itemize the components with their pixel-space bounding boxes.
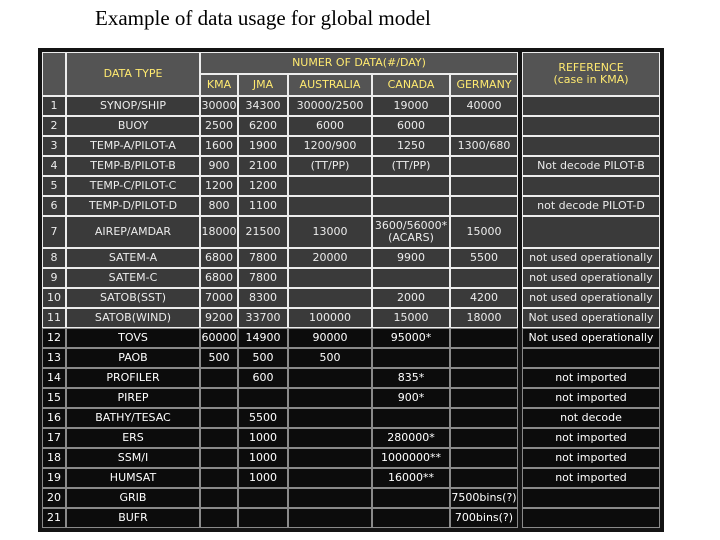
germany-cell [450, 368, 518, 388]
australia-cell [288, 448, 372, 468]
germany-cell [450, 408, 518, 428]
jma-cell [238, 388, 288, 408]
reference-cell: not used operationally [522, 288, 660, 308]
reference-cell [522, 508, 660, 528]
row-number: 16 [42, 408, 66, 428]
germany-cell [450, 196, 518, 216]
data-type-cell: PROFILER [66, 368, 200, 388]
australia-cell: 500 [288, 348, 372, 368]
data-type-cell: PIREP [66, 388, 200, 408]
canada-cell: 1000000** [372, 448, 450, 468]
reference-cell [522, 216, 660, 248]
jma-cell: 1200 [238, 176, 288, 196]
data-type-cell: TEMP-A/PILOT-A [66, 136, 200, 156]
kma-cell: 1200 [200, 176, 238, 196]
reference-cell: not decode PILOT-D [522, 196, 660, 216]
row-number: 2 [42, 116, 66, 136]
kma-cell [200, 448, 238, 468]
reference-cell [522, 96, 660, 116]
germany-cell: 40000 [450, 96, 518, 116]
australia-cell: 90000 [288, 328, 372, 348]
canada-cell: 900* [372, 388, 450, 408]
jma-cell: 7800 [238, 248, 288, 268]
reference-cell [522, 136, 660, 156]
canada-cell [372, 268, 450, 288]
australia-cell [288, 428, 372, 448]
canada-cell: 3600/56000* (ACARS) [372, 216, 450, 248]
australia-cell [288, 176, 372, 196]
header-number-of-data: NUMER OF DATA(#/DAY) [200, 52, 518, 74]
row-number: 9 [42, 268, 66, 288]
kma-cell: 6800 [200, 268, 238, 288]
canada-cell: 19000 [372, 96, 450, 116]
canada-cell: 15000 [372, 308, 450, 328]
reference-cell: not imported [522, 428, 660, 448]
germany-cell: 1300/680 [450, 136, 518, 156]
germany-cell: 18000 [450, 308, 518, 328]
reference-cell: not decode [522, 408, 660, 428]
canada-cell: 6000 [372, 116, 450, 136]
germany-cell [450, 328, 518, 348]
row-number: 21 [42, 508, 66, 528]
header-reference: REFERENCE (case in KMA) [522, 52, 660, 96]
jma-cell: 6200 [238, 116, 288, 136]
jma-cell: 7800 [238, 268, 288, 288]
germany-cell: 5500 [450, 248, 518, 268]
jma-cell: 1100 [238, 196, 288, 216]
canada-cell: 2000 [372, 288, 450, 308]
data-usage-table [38, 48, 664, 532]
reference-cell: Not used operationally [522, 308, 660, 328]
reference-cell: not imported [522, 448, 660, 468]
australia-cell [288, 196, 372, 216]
kma-cell [200, 508, 238, 528]
kma-cell [200, 468, 238, 488]
kma-cell: 1600 [200, 136, 238, 156]
australia-cell [288, 268, 372, 288]
reference-cell [522, 116, 660, 136]
data-type-cell: SATEM-C [66, 268, 200, 288]
jma-cell [238, 508, 288, 528]
page-title: Example of data usage for global model [95, 6, 431, 30]
germany-cell [450, 468, 518, 488]
australia-cell: 6000 [288, 116, 372, 136]
header-canada: CANADA [372, 74, 450, 96]
canada-cell [372, 488, 450, 508]
germany-cell [450, 348, 518, 368]
kma-cell: 7000 [200, 288, 238, 308]
australia-cell [288, 288, 372, 308]
kma-cell [200, 428, 238, 448]
reference-cell: not used operationally [522, 268, 660, 288]
row-number: 18 [42, 448, 66, 468]
data-type-cell: TOVS [66, 328, 200, 348]
germany-cell [450, 116, 518, 136]
australia-cell: (TT/PP) [288, 156, 372, 176]
row-number: 6 [42, 196, 66, 216]
data-type-cell: TEMP-C/PILOT-C [66, 176, 200, 196]
reference-cell [522, 348, 660, 368]
canada-cell: 9900 [372, 248, 450, 268]
canada-cell [372, 176, 450, 196]
jma-cell: 2100 [238, 156, 288, 176]
australia-cell [288, 388, 372, 408]
jma-cell: 21500 [238, 216, 288, 248]
header-germany: GERMANY [450, 74, 518, 96]
row-number: 15 [42, 388, 66, 408]
reference-cell [522, 488, 660, 508]
header-kma: KMA [200, 74, 238, 96]
data-type-cell: BATHY/TESAC [66, 408, 200, 428]
kma-cell [200, 488, 238, 508]
data-type-cell: TEMP-D/PILOT-D [66, 196, 200, 216]
data-type-cell: SYNOP/SHIP [66, 96, 200, 116]
data-type-cell: HUMSAT [66, 468, 200, 488]
germany-cell [450, 388, 518, 408]
reference-cell: Not used operationally [522, 328, 660, 348]
data-type-cell: SATEM-A [66, 248, 200, 268]
jma-cell: 1000 [238, 448, 288, 468]
germany-cell: 4200 [450, 288, 518, 308]
australia-cell: 20000 [288, 248, 372, 268]
jma-cell: 1900 [238, 136, 288, 156]
kma-cell: 2500 [200, 116, 238, 136]
row-number: 4 [42, 156, 66, 176]
jma-cell: 33700 [238, 308, 288, 328]
row-number: 11 [42, 308, 66, 328]
data-type-cell: SATOB(SST) [66, 288, 200, 308]
australia-cell [288, 488, 372, 508]
row-number: 3 [42, 136, 66, 156]
australia-cell: 1200/900 [288, 136, 372, 156]
row-number: 17 [42, 428, 66, 448]
germany-cell [450, 428, 518, 448]
data-type-cell: PAOB [66, 348, 200, 368]
data-type-cell: SATOB(WIND) [66, 308, 200, 328]
kma-cell: 900 [200, 156, 238, 176]
row-number: 20 [42, 488, 66, 508]
row-number: 13 [42, 348, 66, 368]
data-type-cell: GRIB [66, 488, 200, 508]
row-number: 1 [42, 96, 66, 116]
australia-cell [288, 408, 372, 428]
kma-cell: 30000 [200, 96, 238, 116]
reference-cell: not used operationally [522, 248, 660, 268]
germany-cell [450, 448, 518, 468]
kma-cell [200, 368, 238, 388]
kma-cell: 500 [200, 348, 238, 368]
header-jma: JMA [238, 74, 288, 96]
germany-cell: 7500bins(?) [450, 488, 518, 508]
germany-cell: 700bins(?) [450, 508, 518, 528]
data-type-cell: BUOY [66, 116, 200, 136]
australia-cell: 100000 [288, 308, 372, 328]
germany-cell [450, 268, 518, 288]
data-type-cell: SSM/I [66, 448, 200, 468]
canada-cell [372, 408, 450, 428]
australia-cell [288, 508, 372, 528]
kma-cell [200, 408, 238, 428]
canada-cell: 1250 [372, 136, 450, 156]
canada-cell [372, 196, 450, 216]
data-type-cell: AIREP/AMDAR [66, 216, 200, 248]
row-number: 10 [42, 288, 66, 308]
kma-cell [200, 388, 238, 408]
jma-cell: 5500 [238, 408, 288, 428]
germany-cell: 15000 [450, 216, 518, 248]
header-corner [42, 52, 66, 96]
canada-cell: (TT/PP) [372, 156, 450, 176]
jma-cell: 34300 [238, 96, 288, 116]
row-number: 8 [42, 248, 66, 268]
germany-cell [450, 176, 518, 196]
canada-cell [372, 508, 450, 528]
canada-cell: 95000* [372, 328, 450, 348]
australia-cell [288, 368, 372, 388]
row-number: 14 [42, 368, 66, 388]
kma-cell: 9200 [200, 308, 238, 328]
reference-cell [522, 176, 660, 196]
jma-cell: 600 [238, 368, 288, 388]
jma-cell: 1000 [238, 468, 288, 488]
reference-cell: Not decode PILOT-B [522, 156, 660, 176]
jma-cell: 1000 [238, 428, 288, 448]
canada-cell: 16000** [372, 468, 450, 488]
row-number: 7 [42, 216, 66, 248]
jma-cell [238, 488, 288, 508]
australia-cell: 13000 [288, 216, 372, 248]
germany-cell [450, 156, 518, 176]
data-type-cell: ERS [66, 428, 200, 448]
kma-cell: 6800 [200, 248, 238, 268]
jma-cell: 500 [238, 348, 288, 368]
row-number: 12 [42, 328, 66, 348]
canada-cell: 280000* [372, 428, 450, 448]
reference-cell: not imported [522, 388, 660, 408]
data-type-cell: TEMP-B/PILOT-B [66, 156, 200, 176]
row-number: 19 [42, 468, 66, 488]
row-number: 5 [42, 176, 66, 196]
reference-cell: not imported [522, 368, 660, 388]
data-type-cell: BUFR [66, 508, 200, 528]
kma-cell: 60000 [200, 328, 238, 348]
reference-cell: not imported [522, 468, 660, 488]
australia-cell [288, 468, 372, 488]
kma-cell: 18000 [200, 216, 238, 248]
jma-cell: 14900 [238, 328, 288, 348]
jma-cell: 8300 [238, 288, 288, 308]
canada-cell [372, 348, 450, 368]
kma-cell: 800 [200, 196, 238, 216]
canada-cell: 835* [372, 368, 450, 388]
australia-cell: 30000/2500 [288, 96, 372, 116]
header-data-type: DATA TYPE [66, 52, 200, 96]
header-australia: AUSTRALIA [288, 74, 372, 96]
